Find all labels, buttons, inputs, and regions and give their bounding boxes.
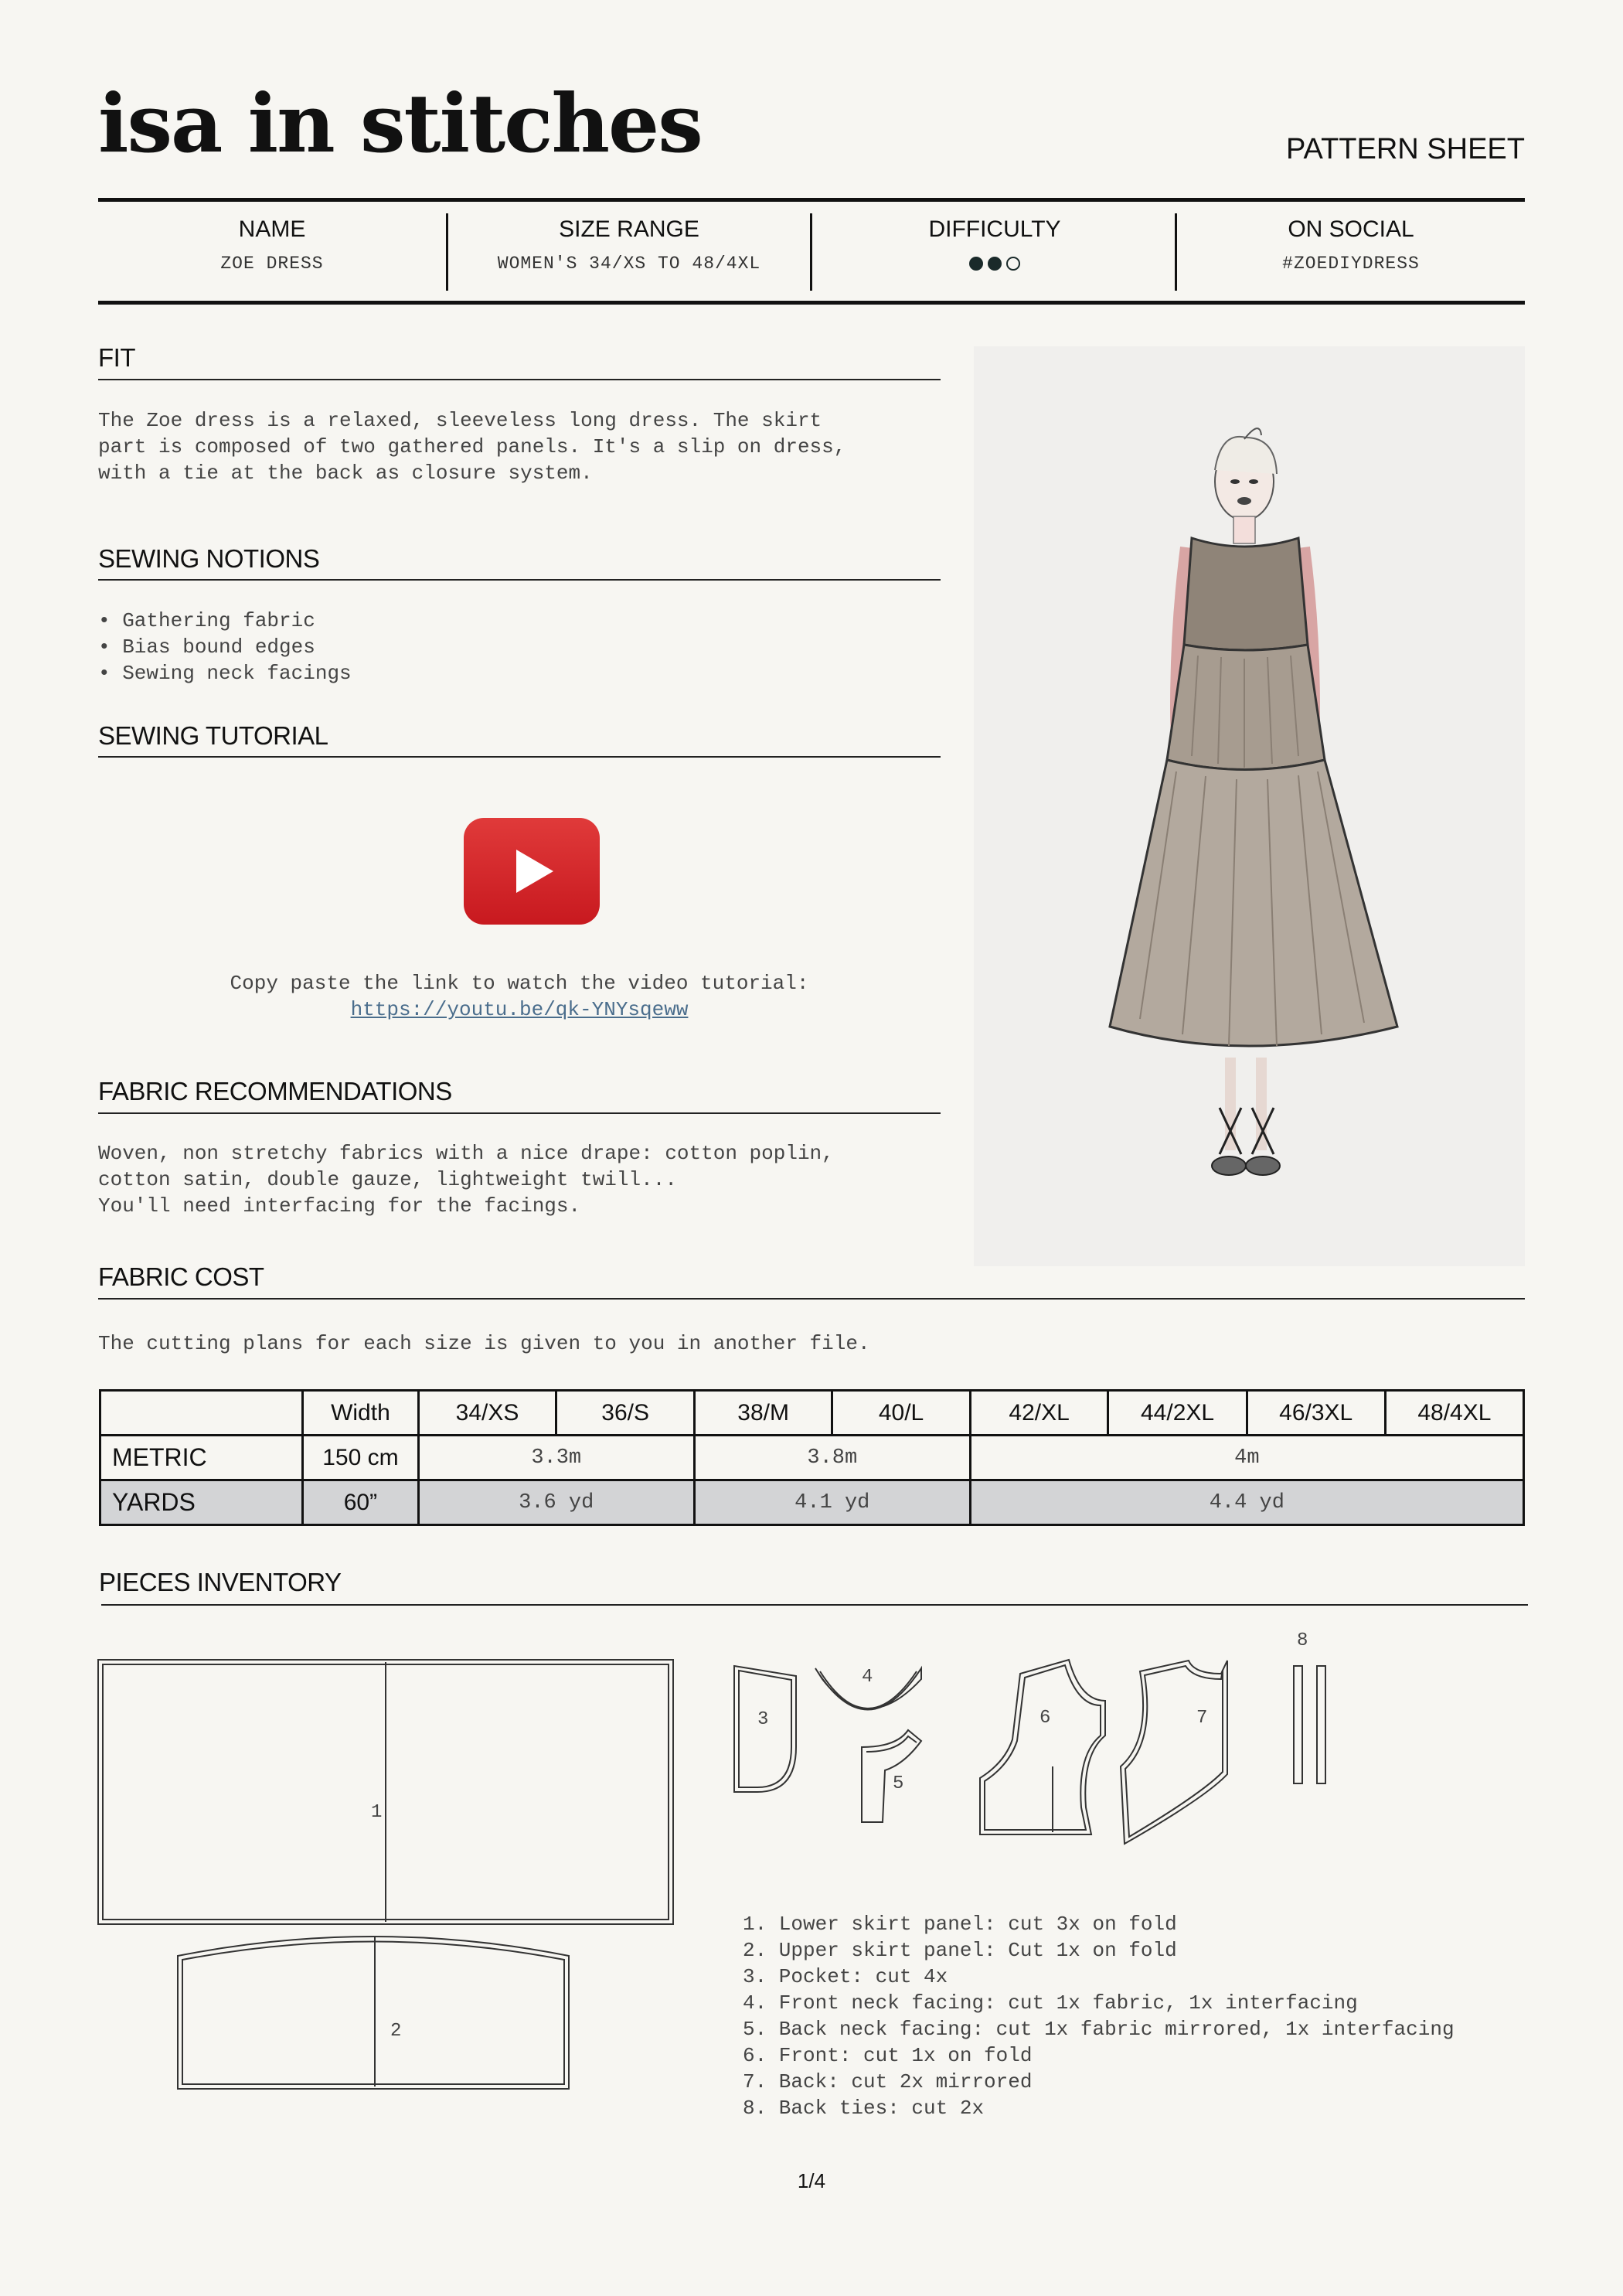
list-item: • Bias bound edges — [98, 635, 315, 659]
info-size-value: WOMEN'S 34/XS TO 48/4XL — [497, 254, 761, 274]
tutorial-link-row — [98, 998, 941, 1021]
piece-1-lower-skirt-panel — [98, 1660, 673, 1924]
fit-title: FIT — [98, 343, 135, 372]
play-triangle-icon — [516, 850, 553, 893]
fabric-cost-rule — [98, 1298, 1525, 1300]
info-name — [98, 216, 446, 274]
info-size — [448, 216, 810, 274]
list-item: • Sewing neck facings — [98, 662, 352, 685]
piece-5-back-neck-facing — [862, 1730, 921, 1822]
list-item: 2. Upper skirt panel: Cut 1x on fold — [743, 1939, 1177, 1962]
piece-6-front — [980, 1660, 1105, 1834]
info-social-label: ON SOCIAL — [1288, 216, 1414, 242]
page-number: 1/4 — [797, 2169, 826, 2192]
piece-8-back-ties — [1294, 1666, 1325, 1783]
fabric-cost-table — [99, 1389, 1525, 1526]
list-item: 6. Front: cut 1x on fold — [743, 2044, 1033, 2067]
list-item: • Gathering fabric — [98, 609, 315, 632]
list-item: 1. Lower skirt panel: cut 3x on fold — [743, 1913, 1177, 1936]
info-difficulty — [812, 216, 1177, 271]
list-item: 4. Front neck facing: cut 1x fabric, 1x interfacing — [743, 1991, 1358, 2015]
table-header-cell: 38/M — [694, 1391, 832, 1436]
piece-number-3: 3 — [757, 1709, 769, 1730]
dress-illustration — [974, 346, 1525, 1266]
table-header-row — [100, 1391, 1524, 1436]
table-header-cell: 46/3XL — [1247, 1391, 1385, 1436]
info-name-label: NAME — [238, 216, 306, 242]
piece-7-back — [1121, 1661, 1227, 1844]
info-name-value: ZOE DRESS — [220, 254, 324, 274]
tutorial-title: SEWING TUTORIAL — [98, 721, 328, 750]
row-label-yards: YARDS — [100, 1480, 303, 1525]
table-row-metric — [100, 1436, 1524, 1480]
piece-number-1: 1 — [371, 1802, 383, 1823]
list-item: 7. Back: cut 2x mirrored — [743, 2070, 1033, 2093]
yards-m-l: 4.1 yd — [694, 1480, 970, 1525]
difficulty-dot-filled — [988, 257, 1002, 271]
difficulty-rating — [812, 257, 1177, 271]
table-row-yards — [100, 1480, 1524, 1525]
pieces-list — [743, 1911, 1455, 2121]
table-header-cell: 34/XS — [418, 1391, 556, 1436]
dress-illustration-panel — [974, 346, 1525, 1266]
piece-number-8: 8 — [1297, 1630, 1308, 1651]
table-header-cell: Width — [303, 1391, 418, 1436]
yards-xs-s: 3.6 yd — [418, 1480, 694, 1525]
tutorial-rule — [98, 756, 941, 758]
metric-m-l: 3.8m — [694, 1436, 970, 1480]
piece-number-7: 7 — [1196, 1708, 1208, 1729]
piece-number-6: 6 — [1039, 1708, 1051, 1729]
inventory-rule — [101, 1604, 1528, 1606]
info-difficulty-label: DIFFICULTY — [928, 216, 1061, 242]
metric-xs-s: 3.3m — [418, 1436, 694, 1480]
header-top-rule — [98, 198, 1525, 202]
yards-width: 60” — [303, 1480, 418, 1525]
piece-number-2: 2 — [390, 2021, 402, 2042]
piece-2-upper-skirt-panel — [178, 1937, 569, 2089]
difficulty-dot-empty — [1006, 257, 1020, 271]
info-social — [1177, 216, 1525, 274]
tutorial-instructions: Copy paste the link to watch the video tutorial: — [230, 972, 809, 995]
fabric-rec-rule — [98, 1112, 941, 1114]
piece-4-front-neck-facing — [815, 1668, 921, 1710]
list-item: 8. Back ties: cut 2x — [743, 2097, 985, 2120]
piece-number-5: 5 — [893, 1773, 904, 1794]
fabric-rec-title: FABRIC RECOMMENDATIONS — [98, 1077, 452, 1105]
table-header-cell: 44/2XL — [1108, 1391, 1247, 1436]
row-label-metric: METRIC — [100, 1436, 303, 1480]
fit-text: The Zoe dress is a relaxed, sleeveless long dress. The skirt part is composed of two gathered panels. It's a slip on dress, with a tie at the back as closure system. — [98, 409, 846, 485]
piece-3-pocket — [734, 1666, 796, 1792]
table-header-cell — [100, 1391, 303, 1436]
header-bottom-rule — [98, 301, 1525, 305]
notions-rule — [98, 579, 941, 581]
piece-number-4: 4 — [862, 1667, 873, 1688]
info-social-value: #ZOEDIYDRESS — [1282, 254, 1420, 274]
fabric-cost-intro: The cutting plans for each size is given to you in another file. — [98, 1332, 870, 1355]
list-item: 5. Back neck facing: cut 1x fabric mirrored, 1x interfacing — [743, 2018, 1455, 2041]
table-header-cell: 36/S — [556, 1391, 694, 1436]
fit-rule — [98, 379, 941, 380]
yards-xl-4xl: 4.4 yd — [970, 1480, 1523, 1525]
info-size-label: SIZE RANGE — [559, 216, 699, 242]
metric-width: 150 cm — [303, 1436, 418, 1480]
sheet-label: PATTERN SHEET — [1286, 133, 1525, 165]
table-header-cell: 42/XL — [970, 1391, 1108, 1436]
notions-list — [98, 608, 352, 686]
list-item: 3. Pocket: cut 4x — [743, 1965, 948, 1988]
table-header-cell: 40/L — [832, 1391, 970, 1436]
inventory-title: PIECES INVENTORY — [99, 1568, 342, 1596]
fabric-cost-title: FABRIC COST — [98, 1262, 264, 1291]
notions-title: SEWING NOTIONS — [98, 544, 320, 573]
tutorial-link[interactable]: https://youtu.be/qk-YNYsqeww — [350, 998, 689, 1021]
fabric-rec-text: Woven, non stretchy fabrics with a nice drape: cotton poplin, cotton satin, double gauze, lightweight twill... You'll need interfacing for the facings. — [98, 1142, 834, 1218]
brand-logo: isa in stitches — [98, 76, 702, 171]
table-header-cell: 48/4XL — [1385, 1391, 1523, 1436]
metric-xl-4xl: 4m — [970, 1436, 1523, 1480]
difficulty-dot-filled — [969, 257, 983, 271]
